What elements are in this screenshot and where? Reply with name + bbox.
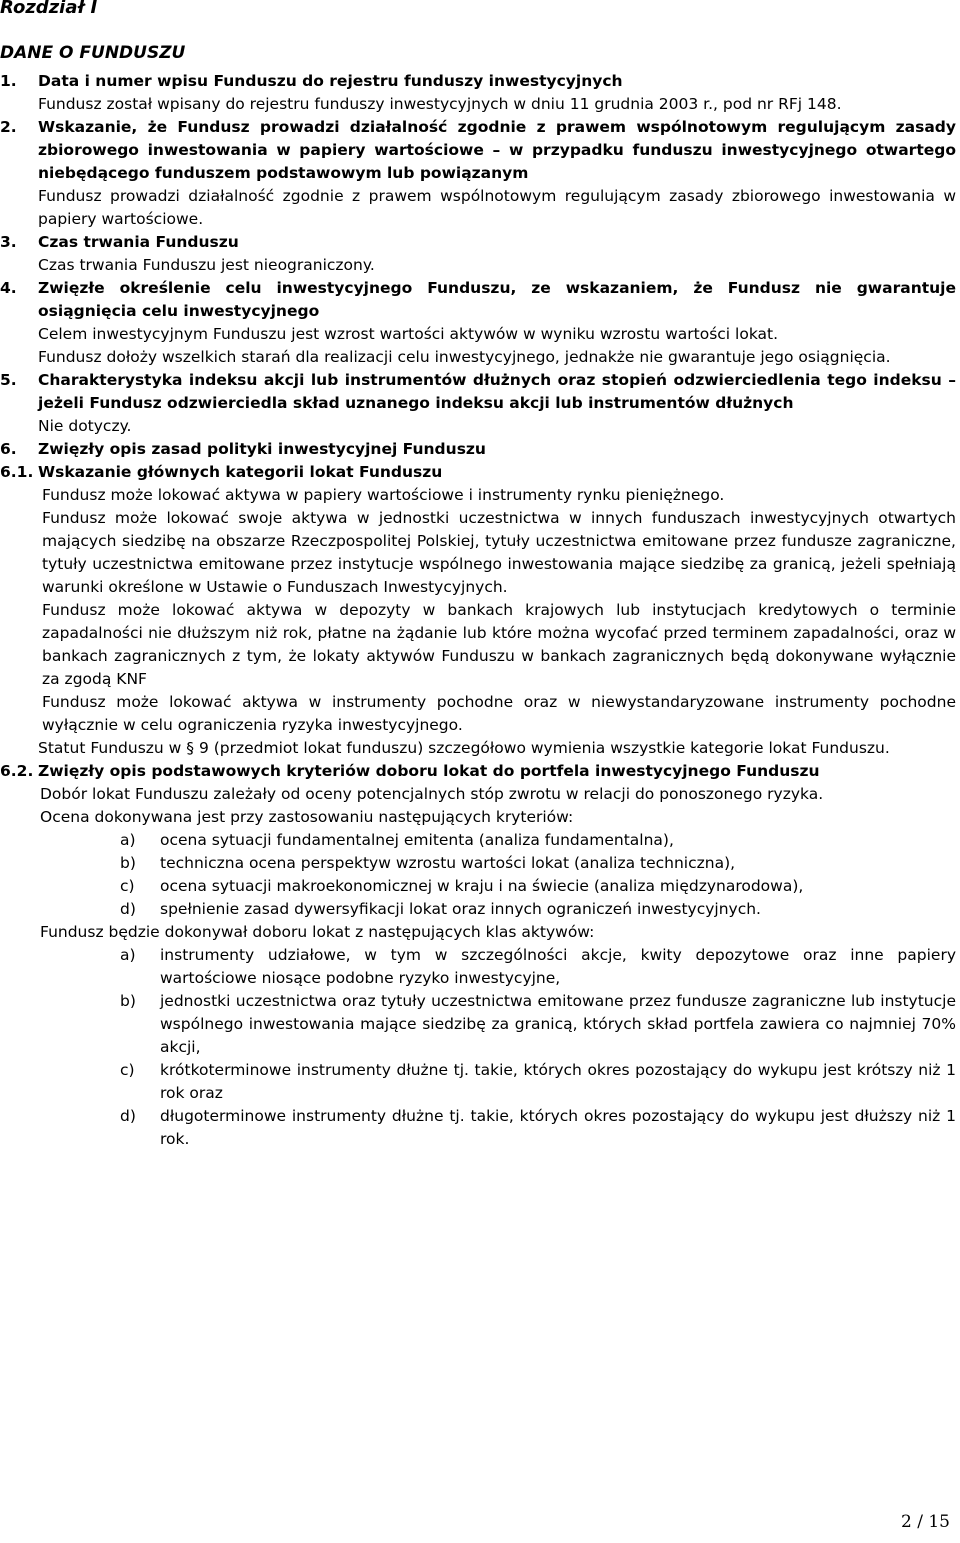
- list-letter: b): [120, 854, 136, 872]
- paragraph: Nie dotyczy.: [38, 417, 132, 435]
- section-number: 6.: [0, 440, 17, 458]
- section-number: 5.: [0, 371, 17, 389]
- list-item: [120, 898, 956, 921]
- section-6: [0, 438, 956, 461]
- list-letter: c): [120, 877, 135, 895]
- paragraph: Fundusz może lokować aktywa w instrumenty pochodne oraz w niewystandaryzowane instrumenty pochodne wyłącznie w celu ograniczenia ryzyka inwestycyjnego.: [42, 693, 956, 734]
- section-number: 3.: [0, 233, 17, 251]
- paragraph: Fundusz może lokować swoje aktywa w jednostki uczestnictwa w innych funduszach inwestycyjnych otwartych mających siedzibę na obszarze Rzeczpospolitej Polskiej, tytuły uczestnictwa emitowane przez fundusze zagraniczne, tytuły uczestnictwa emitowane przez instytucje wspólnego inwestowania mające siedzibę za granicą, jeżeli spełniają warunki określone w Ustawie o Funduszach Inwestycyjnych.: [42, 509, 956, 596]
- paragraph: Ocena dokonywana jest przy zastosowaniu następujących kryteriów:: [40, 808, 574, 826]
- paragraph: Celem inwestycyjnym Funduszu jest wzrost wartości aktywów w wyniku wzrostu wartości lokat.: [38, 325, 779, 343]
- list-item: [120, 990, 956, 1059]
- section-number: 2.: [0, 118, 17, 136]
- paragraph: Fundusz będzie dokonywał doboru lokat z następujących klas aktywów:: [40, 923, 595, 941]
- section-heading: Zwięzłe określenie celu inwestycyjnego Funduszu, ze wskazaniem, że Fundusz nie gwarantuje osiągnięcia celu inwestycyjnego: [38, 279, 956, 320]
- paragraph: Fundusz dołoży wszelkich starań dla realizacji celu inwestycyjnego, jednakże nie gwarantuje jego osiągnięcia.: [38, 348, 891, 366]
- section-1: [0, 70, 956, 116]
- section-heading: Wskazanie głównych kategorii lokat Funduszu: [38, 463, 443, 481]
- criteria-list: [0, 829, 956, 921]
- paragraph: Fundusz prowadzi działalność zgodnie z prawem wspólnotowym regulującym zasady zbiorowego inwestowania w papiery wartościowe.: [38, 187, 956, 228]
- list-text: instrumenty udziałowe, w tym w szczególności akcje, kwity depozytowe oraz inne papiery wartościowe niosące podobne ryzyko inwestycyjne,: [160, 946, 956, 987]
- section-number: 1.: [0, 72, 17, 90]
- section-title: DANE O FUNDUSZU: [0, 43, 186, 63]
- asset-classes-list: [0, 944, 956, 1151]
- content: [0, 70, 956, 1151]
- list-text: techniczna ocena perspektyw wzrostu wartości lokat (analiza techniczna),: [160, 854, 736, 872]
- list-text: długoterminowe instrumenty dłużne tj. takie, których okres pozostający do wykupu jest dłuższy niż 1 rok.: [160, 1107, 956, 1148]
- list-letter: b): [120, 992, 136, 1010]
- paragraph: Statut Funduszu w § 9 (przedmiot lokat funduszu) szczegółowo wymienia wszystkie kategorie lokat Funduszu.: [38, 739, 890, 757]
- chapter-heading: Rozdział I: [0, 0, 98, 18]
- section-4: [0, 277, 956, 369]
- section-6-1: [0, 461, 956, 484]
- list-item: [120, 944, 956, 990]
- list-item: [120, 852, 956, 875]
- list-letter: a): [120, 831, 136, 849]
- list-letter: a): [120, 946, 136, 964]
- section-number: 6.2.: [0, 762, 34, 780]
- paragraph: Fundusz został wpisany do rejestru funduszy inwestycyjnych w dniu 11 grudnia 2003 r., pod nr RFj 148.: [38, 95, 842, 113]
- list-item: [120, 1105, 956, 1151]
- section-2: [0, 116, 956, 231]
- list-text: ocena sytuacji makroekonomicznej w kraju i na świecie (analiza międzynarodowa),: [160, 877, 804, 895]
- list-letter: c): [120, 1061, 135, 1079]
- list-text: ocena sytuacji fundamentalnej emitenta (analiza fundamentalna),: [160, 831, 674, 849]
- section-heading: Czas trwania Funduszu: [38, 233, 239, 251]
- list-text: spełnienie zasad dywersyfikacji lokat oraz innych ograniczeń inwestycyjnych.: [160, 900, 761, 918]
- section-heading: Charakterystyka indeksu akcji lub instrumentów dłużnych oraz stopień odzwierciedlenia tego indeksu – jeżeli Fundusz odzwierciedla skład uznanego indeksu akcji lub instrumentów dłużnych: [38, 371, 956, 412]
- list-text: krótkoterminowe instrumenty dłużne tj. takie, których okres pozostający do wykupu jest krótszy niż 1 rok oraz: [160, 1061, 956, 1102]
- paragraph: Fundusz może lokować aktywa w papiery wartościowe i instrumenty rynku pieniężnego.: [42, 486, 725, 504]
- list-item: [120, 1059, 956, 1105]
- section-5: [0, 369, 956, 438]
- list-letter: d): [120, 1107, 136, 1125]
- list-text: jednostki uczestnictwa oraz tytuły uczestnictwa emitowane przez fundusze zagraniczne lub instytucje wspólnego inwestowania mające siedzibę za granicą, których skład portfela zawiera co najmniej 70% akcji,: [160, 992, 956, 1056]
- list-item: [120, 875, 956, 898]
- section-heading: Wskazanie, że Fundusz prowadzi działalność zgodnie z prawem wspólnotowym regulującym zasady zbiorowego inwestowania w papiery wartościowe – w przypadku funduszu inwestycyjnego otwartego niebędącego funduszem podstawowym lub powiązanym: [38, 118, 956, 182]
- list-item: [120, 829, 956, 852]
- paragraph: Fundusz może lokować aktywa w depozyty w bankach krajowych lub instytucjach kredytowych o terminie zapadalności nie dłuższym niż rok, płatne na żądanie lub które można wycofać przed terminem zapadalności, oraz w bankach zagranicznych z tym, że lokaty aktywów Funduszu w bankach zagranicznych będą dokonywane wyłącznie za zgodą KNF: [42, 601, 956, 688]
- paragraph: Czas trwania Funduszu jest nieograniczony.: [38, 256, 375, 274]
- section-heading: Zwięzły opis zasad polityki inwestycyjnej Funduszu: [38, 440, 486, 458]
- page-number: 2 / 15: [901, 1512, 950, 1532]
- paragraph: Dobór lokat Funduszu zależały od oceny potencjalnych stóp zwrotu w relacji do ponoszonego ryzyka.: [40, 785, 824, 803]
- section-number: 4.: [0, 279, 17, 297]
- section-heading: Data i numer wpisu Funduszu do rejestru funduszy inwestycyjnych: [38, 72, 623, 90]
- section-3: [0, 231, 956, 277]
- list-letter: d): [120, 900, 136, 918]
- section-number: 6.1.: [0, 463, 34, 481]
- section-heading: Zwięzły opis podstawowych kryteriów doboru lokat do portfela inwestycyjnego Funduszu: [38, 762, 820, 780]
- section-6-2: [0, 760, 956, 783]
